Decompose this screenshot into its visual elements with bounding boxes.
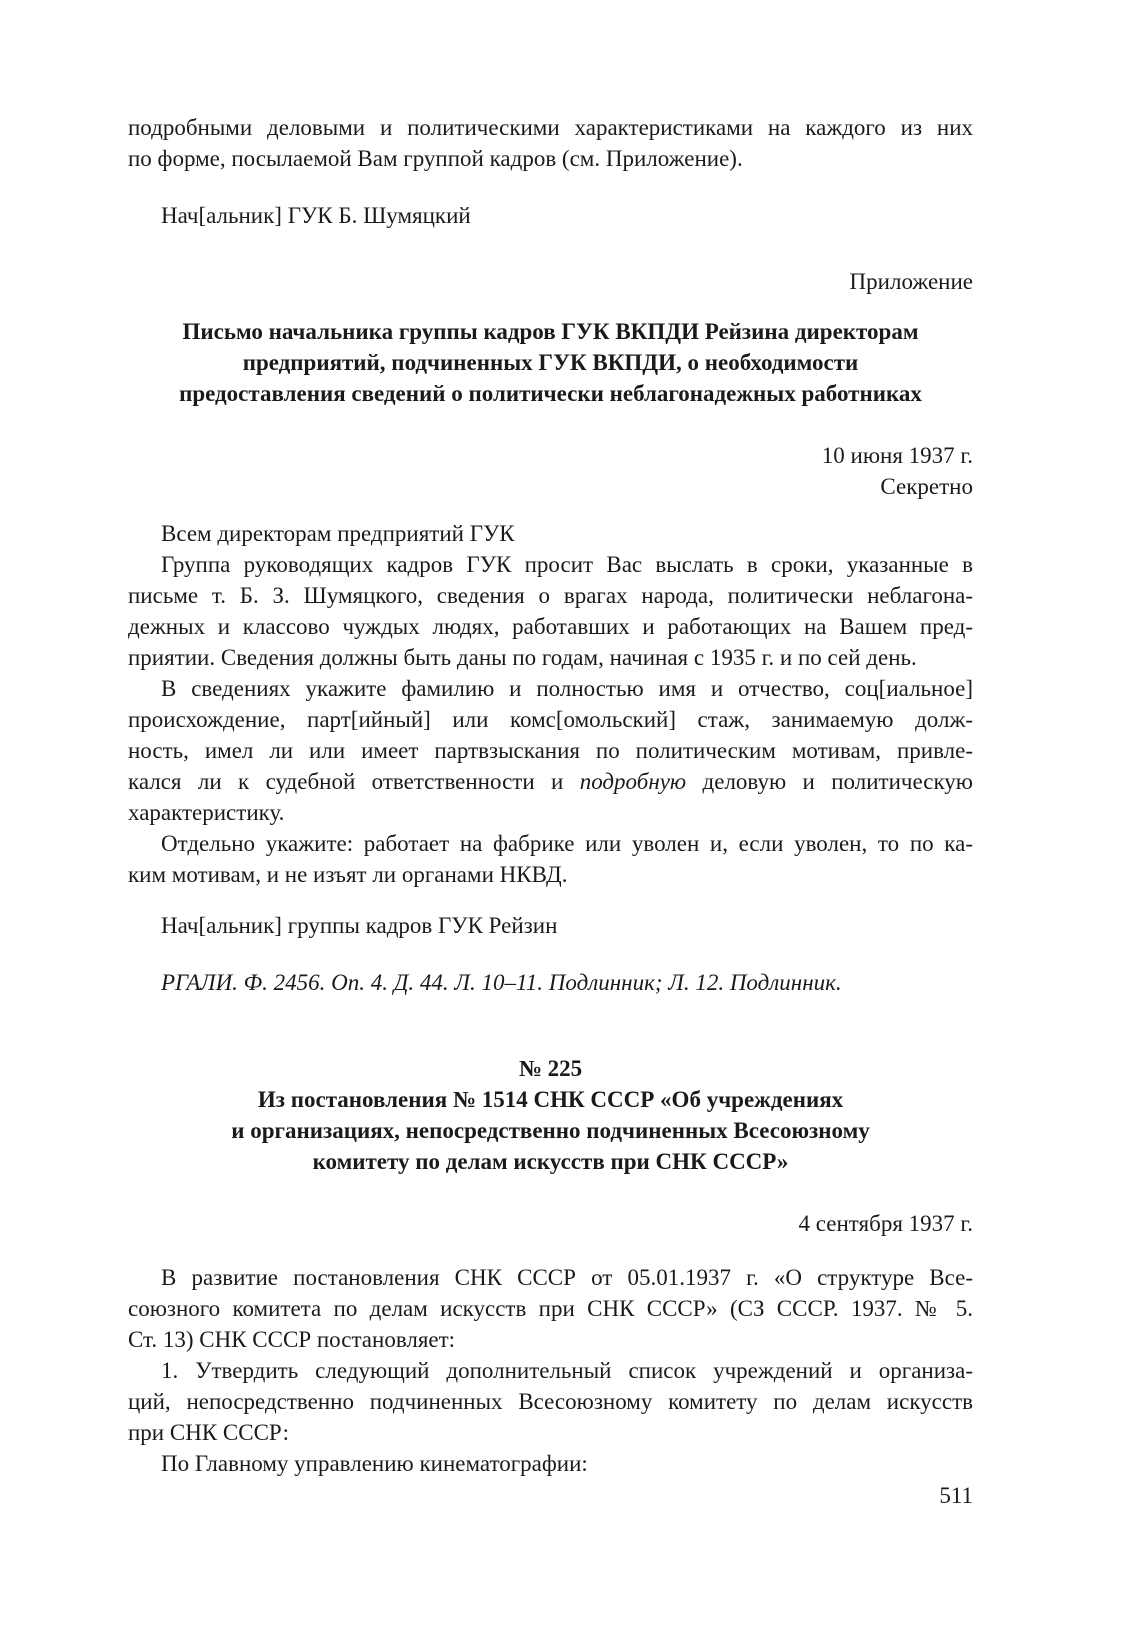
addressee: Всем директорам предприятий ГУК bbox=[161, 521, 515, 546]
appendix-signature: Нач[альник] группы кадров ГУК Рейзин bbox=[161, 913, 558, 938]
text-line: 1. Утвердить следующий дополнительный список учреждений и организа- bbox=[161, 1358, 973, 1383]
title-line: Письмо начальника группы кадров ГУК ВКПДИ Рейзина директорам bbox=[182, 319, 919, 344]
text-line: дежных и классово чуждых людях, работавших и работающих на Вашем пред- bbox=[128, 614, 973, 639]
text-line: В сведениях укажите фамилию и полностью имя и отчество, соц[иальное] bbox=[161, 676, 973, 701]
text-line: союзного комитета по делам искусств при СНК СССР» (СЗ СССР. 1937. № 5. bbox=[128, 1296, 973, 1321]
appendix-classification: Секретно bbox=[880, 474, 973, 499]
appendix-title bbox=[128, 316, 973, 409]
text-line: кался ли к судебной ответственности и подробную деловую и политическую bbox=[128, 769, 973, 794]
text-line: В развитие постановления СНК СССР от 05.01.1937 г. «О структуре Все- bbox=[161, 1265, 973, 1290]
text-line: характеристику. bbox=[128, 800, 285, 825]
text-line: По Главному управлению кинематографии: bbox=[161, 1451, 588, 1476]
doc-225-body bbox=[128, 1262, 973, 1479]
text-line: подробными деловыми и политическими характеристиками на каждого из них bbox=[128, 115, 973, 140]
text-line: ций, непосредственно подчиненных Всесоюзному комитету по делам искусств bbox=[128, 1389, 973, 1414]
text-line: Отдельно укажите: работает на фабрике или уволен и, если уволен, то по ка- bbox=[161, 831, 973, 856]
title-line: предприятий, подчиненных ГУК ВКПДИ, о необходимости bbox=[242, 350, 859, 375]
doc-number: № 225 bbox=[518, 1056, 583, 1081]
text-line: Ст. 13) СНК СССР постановляет: bbox=[128, 1327, 456, 1352]
archive-source: РГАЛИ. Ф. 2456. Оп. 4. Д. 44. Л. 10–11. Подлинник; Л. 12. Подлинник. bbox=[161, 970, 842, 995]
text-line: ким мотивам, и не изъят ли органами НКВД. bbox=[128, 862, 568, 887]
title-line: и организациях, непосредственно подчиненных Всесоюзному bbox=[231, 1118, 870, 1143]
text-line: приятии. Сведения должны быть даны по годам, начиная с 1935 г. и по сей день. bbox=[128, 645, 917, 670]
appendix-date: 10 июня 1937 г. bbox=[821, 443, 973, 468]
title-line: предоставления сведений о политически неблагонадежных работниках bbox=[179, 381, 922, 406]
appendix-label: Приложение bbox=[849, 269, 973, 294]
page-number: 511 bbox=[939, 1483, 973, 1508]
title-line: комитету по делам искусств при СНК СССР» bbox=[312, 1149, 789, 1174]
text-line: Группа руководящих кадров ГУК просит Вас выслать в сроки, указанные в bbox=[161, 552, 973, 577]
prev-doc-signature: Нач[альник] ГУК Б. Шумяцкий bbox=[161, 203, 471, 228]
text-line: ность, имел ли или имеет партвзыскания по политическим мотивам, привле- bbox=[128, 738, 973, 763]
prev-doc-continuation bbox=[128, 112, 973, 174]
appendix-body bbox=[128, 518, 973, 890]
text-line: по форме, посылаемой Вам группой кадров (см. Приложение). bbox=[128, 146, 743, 171]
title-line: Из постановления № 1514 СНК СССР «Об учреждениях bbox=[257, 1087, 844, 1112]
text-line: происхождение, парт[ийный] или комс[омольский] стаж, занимаемую долж- bbox=[128, 707, 973, 732]
doc-225-header bbox=[128, 1053, 973, 1177]
appendix-date-block bbox=[128, 440, 973, 502]
emphasis: подробную bbox=[579, 769, 687, 794]
doc-225-date: 4 сентября 1937 г. bbox=[798, 1211, 973, 1236]
text-line: при СНК СССР: bbox=[128, 1420, 289, 1445]
text-line: письме т. Б. З. Шумяцкого, сведения о врагах народа, политически неблагона- bbox=[128, 583, 973, 608]
